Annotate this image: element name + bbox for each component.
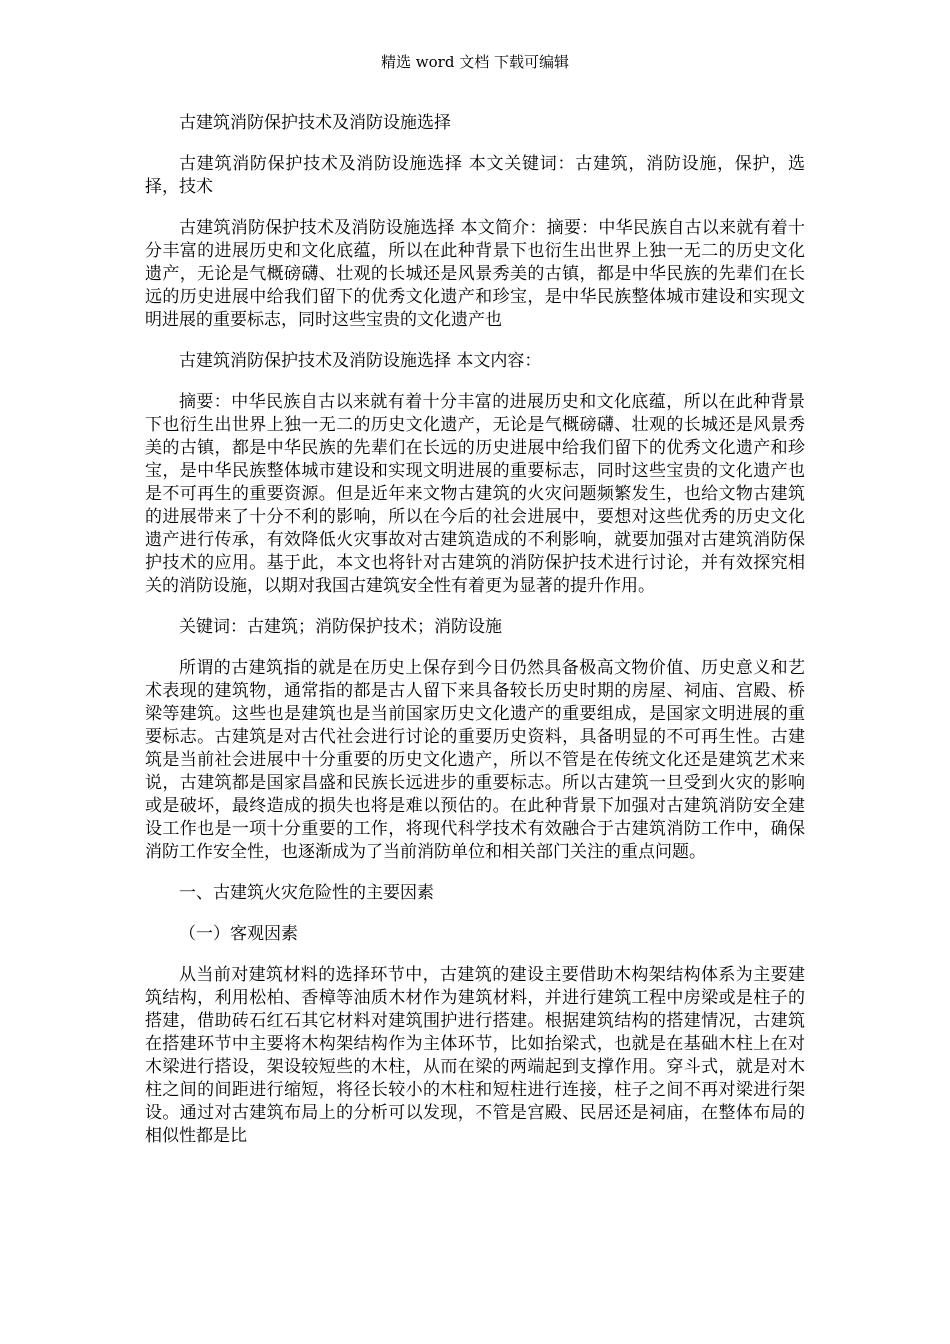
- keywords-paragraph: 关键词：古建筑；消防保护技术；消防设施: [179, 617, 502, 637]
- summary-intro-paragraph: 古建筑消防保护技术及消防设施选择 本文简介：摘要：中华民族自古以来就有着十分丰富的进展历史和文化底蕴，所以在此种背景下也衍生出世界上独一无二的历史文化遗产，无论是气概磅礴、壮观的长城还是风景秀美的古镇，都是中华民族的先辈们在长远的历史进展中给我们留下的优秀文化遗产和珍宝，是中华民族整体城市建设和实现文明进展的重要标志，同时这些宝贵的文化遗产也: [145, 218, 805, 330]
- subsection-heading-1: （一）客观因素: [179, 924, 298, 944]
- abstract-paragraph: 摘要：中华民族自古以来就有着十分丰富的进展历史和文化底蕴，所以在此种背景下也衍生出世界上独一无二的历史文化遗产，无论是气概磅礴、壮观的长城还是风景秀美的古镇，都是中华民族的先辈们在长远的历史进展中给我们留下的优秀文化遗产和珍宝，是中华民族整体城市建设和实现文明进展的重要标志，同时这些宝贵的文化遗产也是不可再生的重要资源。但是近年来文物古建筑的火灾问题频繁发生，也给文物古建筑的进展带来了十分不利的影响，所以在今后的社会进展中，要想对这些优秀的历史文化遗产进行传承，有效降低火灾事故对古建筑造成的不利影响，就要加强对古建筑消防保护技术的应用。基于此，本文也将针对古建筑的消防保护技术进行讨论，并有效探究相关的消防设施，以期对我国古建筑安全性有着更为显著的提升作用。: [145, 392, 805, 596]
- content-intro-paragraph: 古建筑消防保护技术及消防设施选择 本文内容：: [179, 351, 542, 371]
- section-heading-1: 一、古建筑火灾危险性的主要因素: [179, 883, 434, 903]
- document-title: 古建筑消防保护技术及消防设施选择: [179, 113, 451, 133]
- keywords-intro-paragraph: 古建筑消防保护技术及消防设施选择 本文关键词：古建筑，消防设施，保护，选择，技术: [145, 154, 805, 197]
- body-paragraph: 从当前对建筑材料的选择环节中，古建筑的建设主要借助木构架结构体系为主要建筑结构，利用松柏、香樟等油质木材作为建筑材料，并进行建筑工程中房梁或是柱子的搭建，借助砖石红石其它材料对建筑围护进行搭建。根据建筑结构的搭建情况，古建筑在搭建环节中主要将木构架结构作为主体环节，比如抬梁式，也就是在基础木柱上在对木梁进行搭设，架设较短些的木柱，从而在梁的两端起到支撑作用。穿斗式，就是对木柱之间的间距进行缩短，将径长较小的木柱和短柱进行连接，柱子之间不再对梁进行架设。通过对古建筑布局上的分析可以发现，不管是宫殿、民居还是祠庙，在整体布局的相似性都是比: [145, 965, 805, 1146]
- introduction-paragraph: 所谓的古建筑指的就是在历史上保存到今日仍然具备极高文物价值、历史意义和艺术表现的建筑物，通常指的都是古人留下来具备较长历史时期的房屋、祠庙、宫殿、桥梁等建筑。这些也是建筑也是当前国家历史文化遗产的重要组成，是国家文明进展的重要标志。古建筑是对古代社会进行讨论的重要历史资料，具备明显的不可再生性。古建筑是当前社会进展中十分重要的历史文化遗产，所以不管是在传统文化还是建筑艺术来说，古建筑都是国家昌盛和民族长远进步的重要标志。所以古建筑一旦受到火灾的影响或是破坏，最终造成的损失也将是难以预估的。在此种背景下加强对古建筑消防安全建设工作也是一项十分重要的工作，将现代科学技术有效融合于古建筑消防工作中，确保消防工作安全性，也逐渐成为了当前消防单位和相关部门关注的重点问题。: [145, 658, 805, 862]
- page-header: 精选 word 文档 下载可编辑: [381, 53, 569, 71]
- document-body: [145, 112, 805, 1166]
